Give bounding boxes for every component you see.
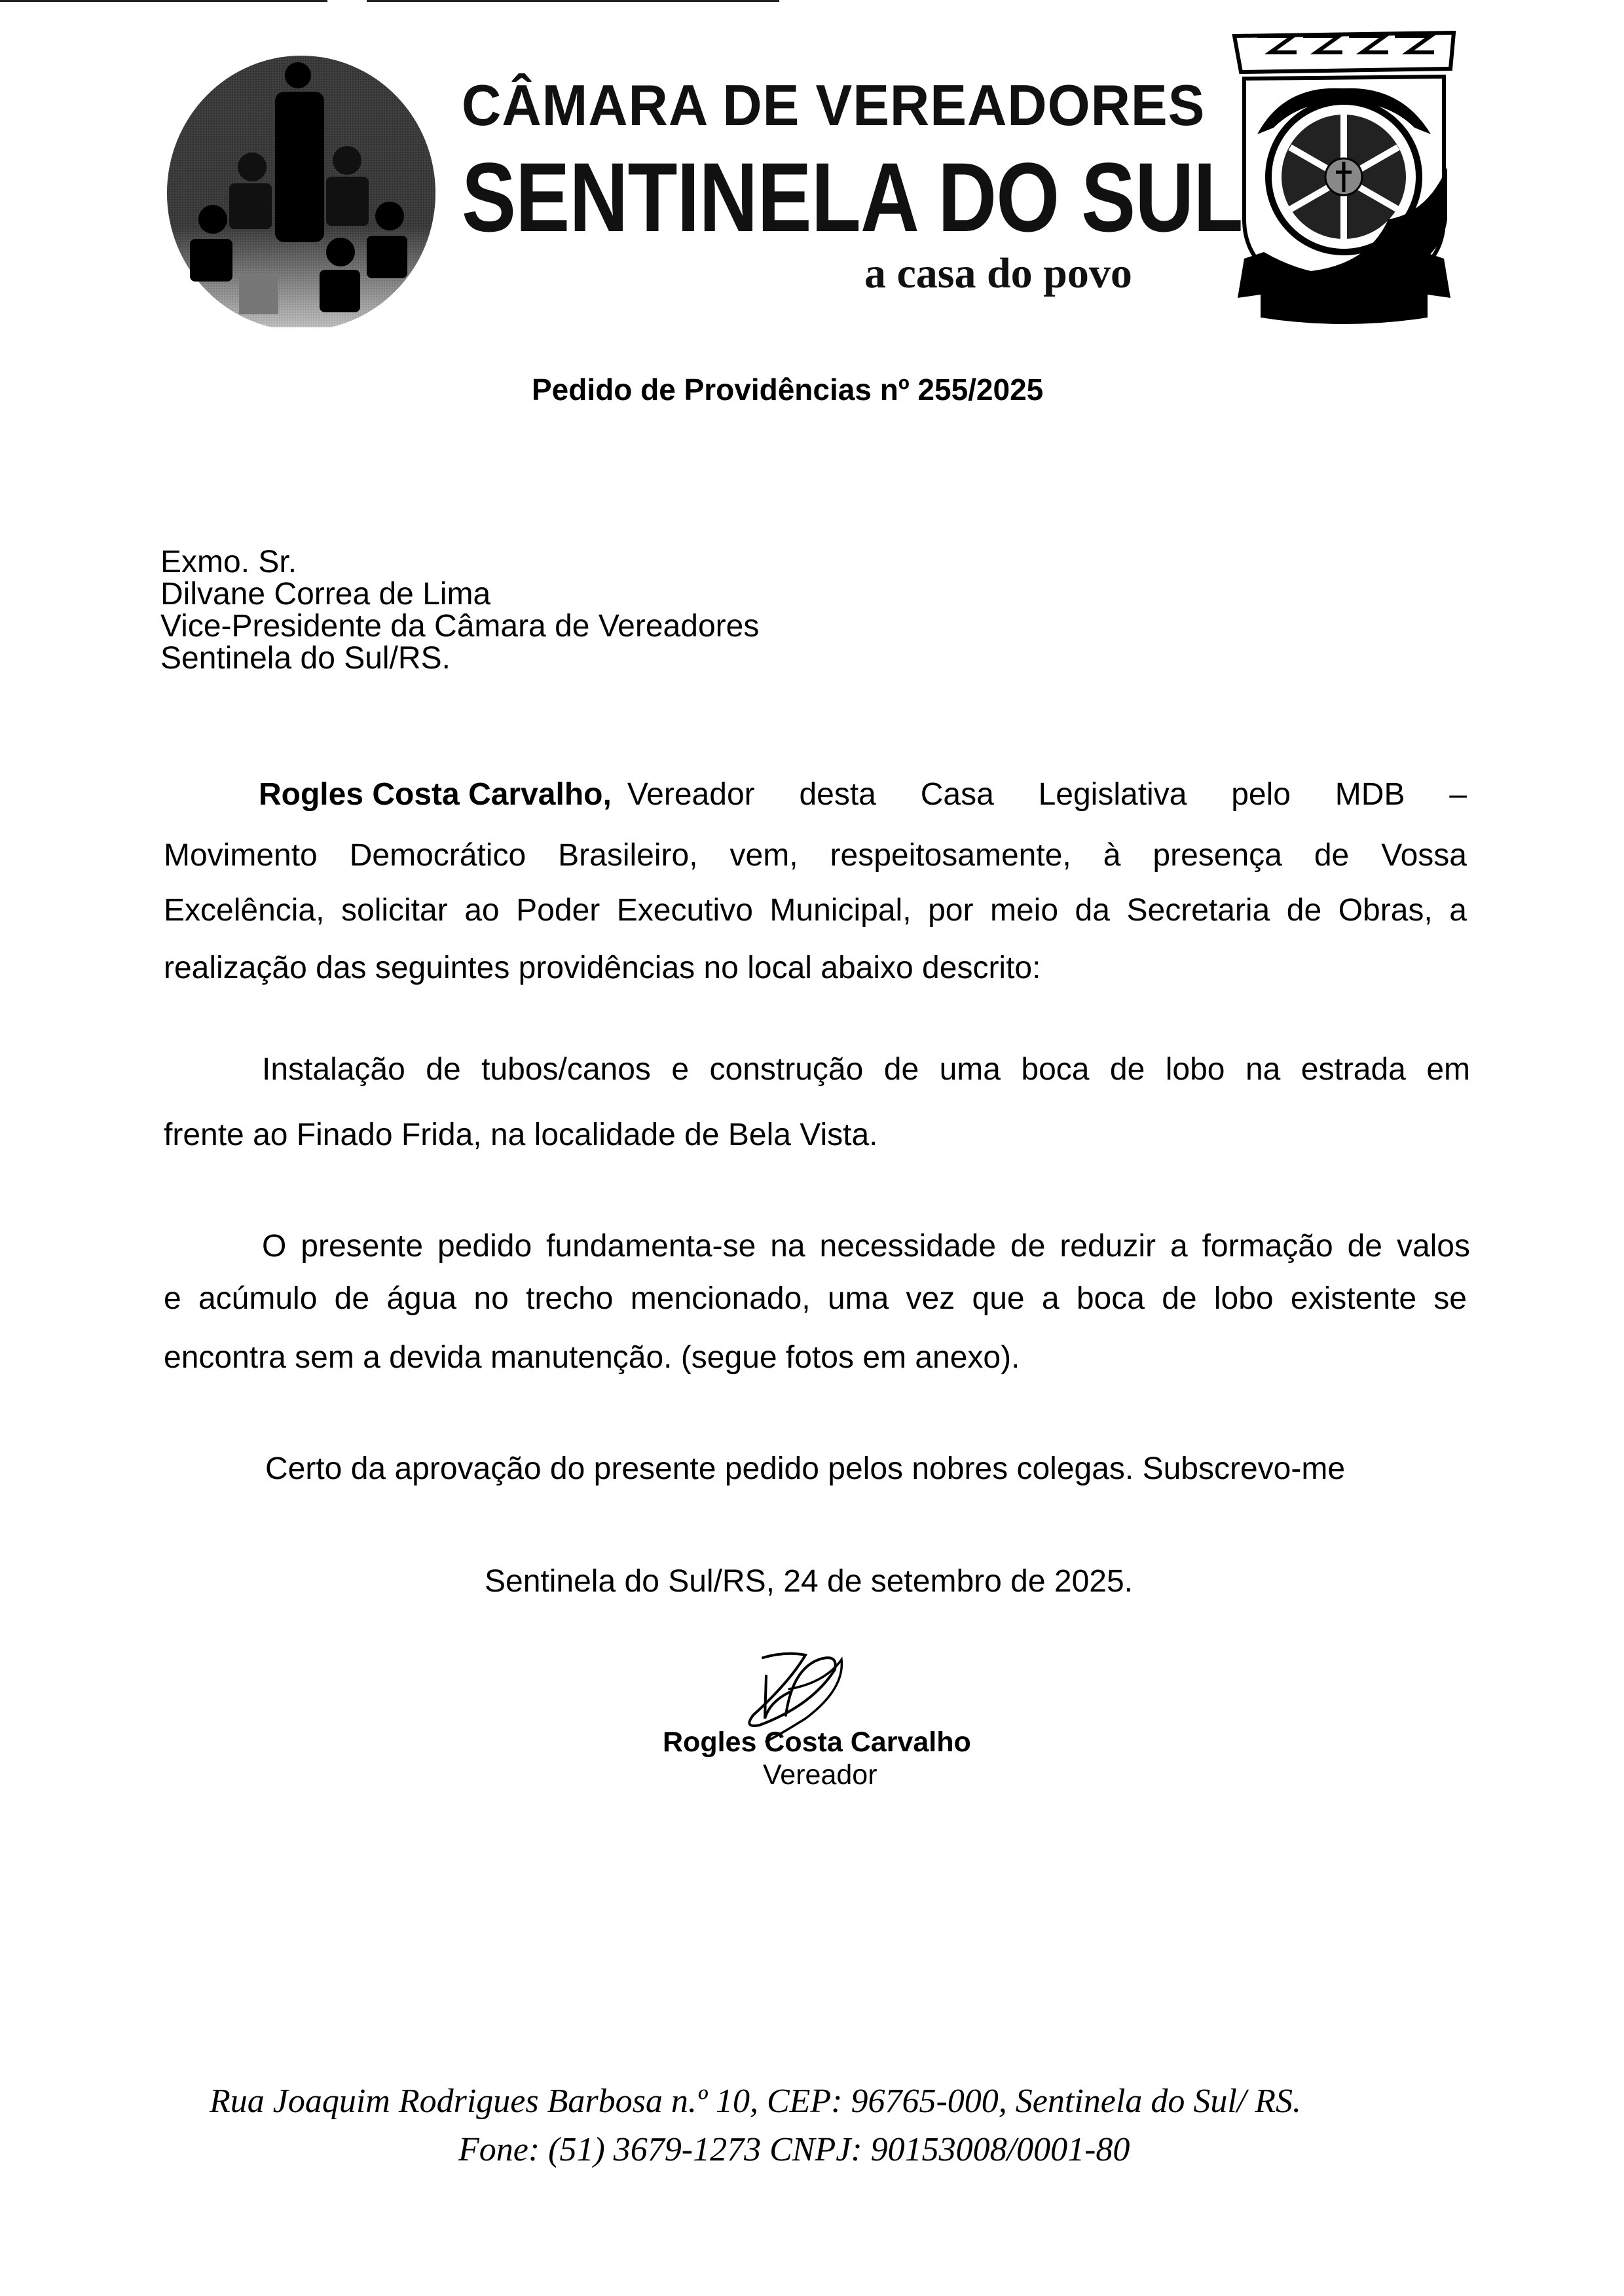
addressee-location: Sentinela do Sul/RS. <box>160 641 451 676</box>
scan-artifact-line <box>367 0 779 2</box>
place-and-date: Sentinela do Sul/RS, 24 de setembro de 2025. <box>485 1564 1133 1599</box>
paragraph-2-line-2: frente ao Finado Frida, na localidade de Bela Vista. <box>164 1118 878 1152</box>
paragraph-1-line-4: realização das seguintes providências no local abaixo descrito: <box>164 951 1041 985</box>
addressee-salutation: Exmo. Sr. <box>160 545 297 579</box>
header-tagline: a casa do povo <box>864 249 1132 297</box>
people-assembly-logo-icon <box>164 52 439 327</box>
paragraph-3-line-2: e acúmulo de água no trecho mencionado, uma vez que a boca de lobo existente se <box>164 1281 1467 1316</box>
paragraph-1-line-2: Movimento Democrático Brasileiro, vem, respeitosamente, à presença de Vossa <box>164 838 1467 873</box>
paragraph-2-line-1: Instalação de tubos/canos e construção de uma boca de lobo na estrada em <box>262 1052 1470 1087</box>
scan-artifact-line <box>0 0 327 2</box>
closing-sentence: Certo da aprovação do presente pedido pelos nobres colegas. Subscrevo-me <box>265 1451 1346 1486</box>
document-title: Pedido de Providências nº 255/2025 <box>532 373 1044 407</box>
addressee-position: Vice-Presidente da Câmara de Vereadores <box>160 609 760 644</box>
paragraph-1-line-1 <box>259 779 1467 811</box>
paragraph-3-line-1: O presente pedido fundamenta-se na necessidade de reduzir a formação de valos <box>262 1229 1470 1264</box>
footer-contact: Fone: (51) 3679-1273 CNPJ: 90153008/0001-80 <box>458 2131 1130 2168</box>
footer-address: Rua Joaquim Rodrigues Barbosa n.º 10, CEP: 96765-000, Sentinela do Sul/ RS. <box>210 2083 1301 2120</box>
header-chamber-name: CÂMARA DE VEREADORES <box>462 73 1206 137</box>
paragraph-1-line-3: Excelência, solicitar ao Poder Executivo Municipal, por meio da Secretaria de Obras, a <box>164 893 1467 928</box>
header-city-name: SENTINELA DO SUL <box>462 142 1243 252</box>
signatory-role: Vereador <box>763 1759 877 1791</box>
municipal-coat-of-arms-icon <box>1231 23 1457 324</box>
signatory-name: Rogles Costa Carvalho <box>663 1726 971 1758</box>
requester-name: Rogles Costa Carvalho, <box>259 777 612 812</box>
addressee-name: Dilvane Correa de Lima <box>160 577 491 611</box>
paragraph-1-text: Vereador desta Casa Legislativa pelo MDB – <box>627 777 1467 812</box>
paragraph-3-line-3: encontra sem a devida manutenção. (segue fotos em anexo). <box>164 1340 1020 1375</box>
